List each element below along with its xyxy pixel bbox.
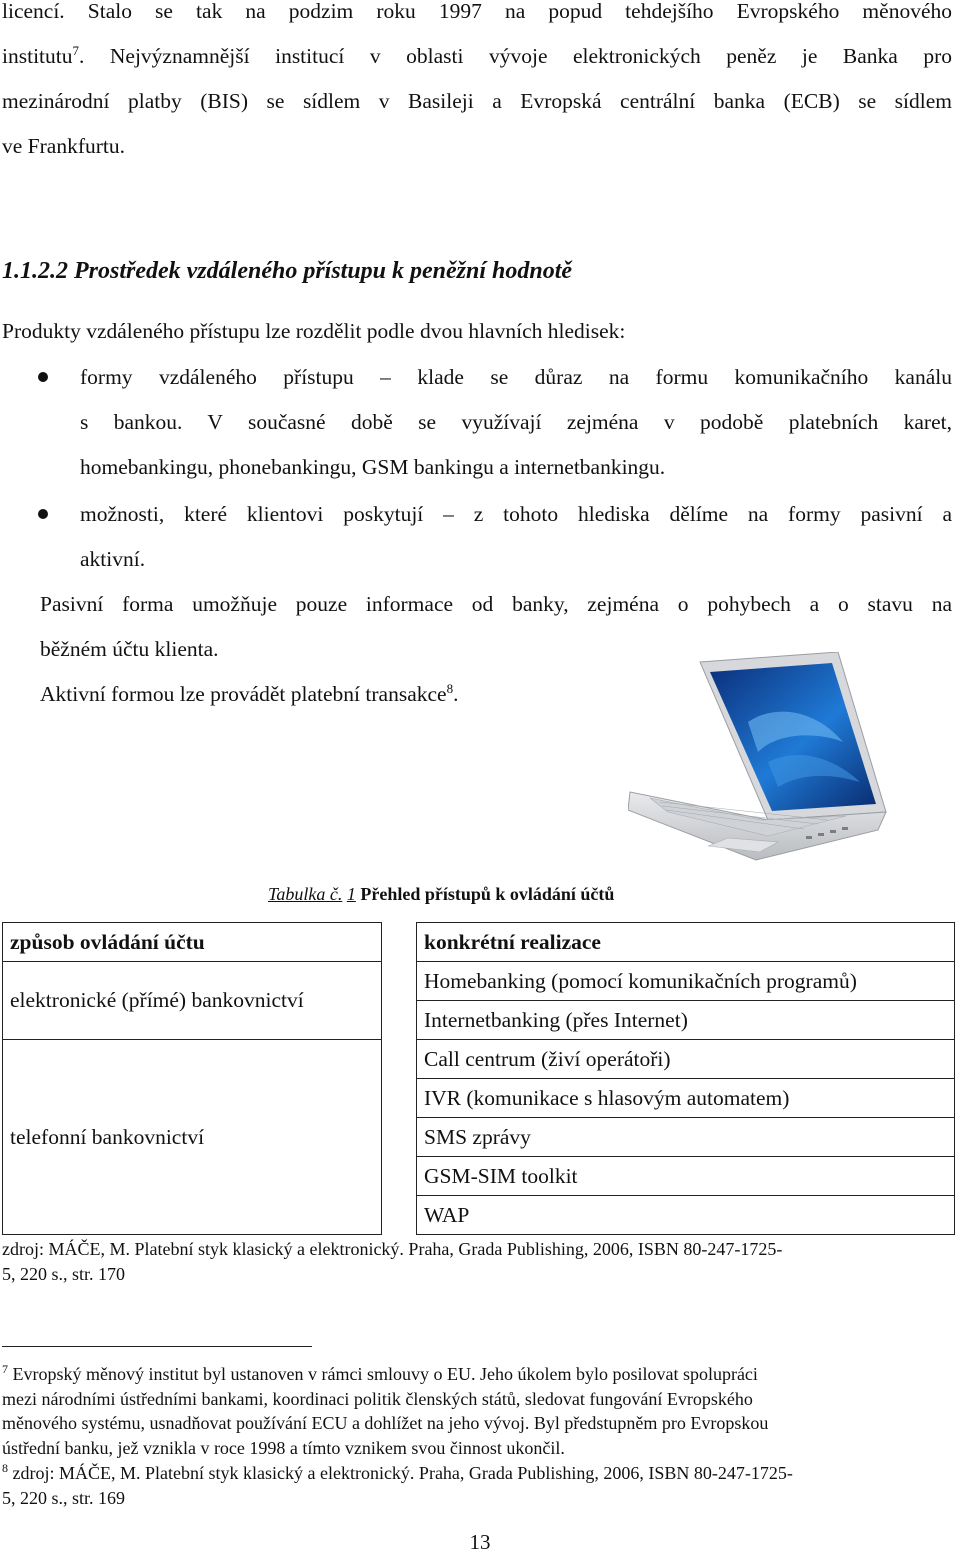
caption-number: 1 <box>346 884 356 904</box>
footnote-separator <box>2 1346 312 1347</box>
footnote-7-line-4: ústřední banku, jež vznikla v roce 1998 a tímto vznikem svou činnost ukončil. <box>2 1438 565 1458</box>
caption-label: Tabulka č. <box>268 884 343 904</box>
footnote-7-line-2: mezi národními ústředními bankami, koordinaci politik členských států, sledovat fungování Evropského <box>2 1389 753 1409</box>
footnote-8-line-2: 5, 220 s., str. 169 <box>2 1488 126 1508</box>
table-header-row <box>3 923 955 962</box>
table-row <box>3 962 955 1001</box>
footnote-8-text-1: zdroj: MÁČE, M. Platební styk klasický a elektronický. Praha, Grada Publishing, 2006, ISBN 80-247-1725- <box>12 1463 793 1483</box>
intro-line-3: mezinárodní platby (BIS) se sídlem v Basileji a Evropská centrální banka (ECB) se sídlem <box>2 89 952 113</box>
bullet-1-line-2: s bankou. V současné době se využívají zejména v podobě platebních karet, <box>80 410 952 434</box>
group-telephone: telefonní bankovnictví <box>3 1040 382 1235</box>
access-methods-table <box>2 922 955 1235</box>
bullet-dot-2 <box>38 509 48 519</box>
realization-item: Internetbanking (přes Internet) <box>417 1001 955 1040</box>
realization-item: Call centrum (živí operátoři) <box>417 1040 955 1079</box>
page-number: 13 <box>469 1530 491 1554</box>
realization-item: SMS zprávy <box>417 1118 955 1157</box>
bullet-1-line-1: formy vzdáleného přístupu – klade se důraz na formu komunikačního kanálu <box>80 365 952 389</box>
footnote-ref-8: 8 <box>446 680 454 696</box>
footnote-7-line-3: měnového systému, usnadňovat používání ECU a dohlížet na jeho vývoj. Byl předstupněm pro Evropskou <box>2 1413 769 1433</box>
intro-line-2-rest: Nejvýznamnější institucí v oblasti vývoje elektronických peněz je Banka pro <box>109 44 953 68</box>
laptop-image <box>628 652 888 862</box>
bullet-2-line-2: aktivní. <box>80 547 146 571</box>
realization-item: WAP <box>417 1196 955 1235</box>
table-source-line-1: zdroj: MÁČE, M. Platební styk klasický a elektronický. Praha, Grada Publishing, 2006, ISBN 80-247-1725- <box>2 1239 783 1259</box>
active-line: Aktivní formou lze provádět platební transakce$^8$. <box>40 680 459 706</box>
bullet-dot-1 <box>38 372 48 382</box>
passive-line-1: Pasivní forma umožňuje pouze informace od banky, zejména o pohybech a o stavu na <box>40 592 952 616</box>
intro-line-1: licencí. Stalo se tak na podzim roku 1997 na popud tehdejšího Evropského měnového <box>2 0 952 23</box>
footnote-7-text-1: Evropský měnový institut byl ustanoven v rámci smlouvy o EU. Jeho úkolem bylo posilovat spolupráci <box>12 1364 758 1384</box>
footnote-7-mark: 7 <box>2 1362 8 1376</box>
realization-item: IVR (komunikace s hlasovým automatem) <box>417 1079 955 1118</box>
header-realization: konkrétní realizace <box>417 923 955 962</box>
bullet-2-line-1: možnosti, které klientovi poskytují – z tohoto hlediska dělíme na formy pasivní a <box>80 502 952 526</box>
bullet-1-line-3: homebankingu, phonebankingu, GSM bankingu a internetbankingu. <box>80 455 666 479</box>
group-electronic: elektronické (přímé) bankovnictví <box>3 962 382 1040</box>
realization-item: Homebanking (pomocí komunikačních programů) <box>417 962 955 1001</box>
table-source-line-2: 5, 220 s., str. 170 <box>2 1264 126 1284</box>
header-method: způsob ovládání účtu <box>3 923 382 962</box>
passive-line-2: běžném účtu klienta. <box>40 637 219 661</box>
footnote-8-mark: 8 <box>2 1461 8 1475</box>
intro-line-4: ve Frankfurtu. <box>2 134 125 158</box>
active-line-text: Aktivní formou lze provádět platební transakce <box>40 682 447 706</box>
intro-line-2: institutu$^7$. Nejvýznamnější institucí v oblasti vývoje elektronických peněz je Banka pro <box>2 42 953 68</box>
section-heading: 1.1.2.2 Prostředek vzdáleného přístupu k peněžní hodnotě <box>2 258 573 284</box>
table-row <box>3 1040 955 1079</box>
table-caption <box>268 884 614 905</box>
footnote-7-line-1 <box>2 1362 952 1387</box>
lead-paragraph: Produkty vzdáleného přístupu lze rozdělit podle dvou hlavních hledisek: <box>2 319 626 343</box>
caption-title: Přehled přístupů k ovládání účtů <box>360 884 615 904</box>
intro-line-2-prefix: institutu <box>2 44 73 68</box>
realization-item: GSM-SIM toolkit <box>417 1157 955 1196</box>
footnote-ref-7: 7 <box>72 42 79 58</box>
footnote-8-line-1 <box>2 1461 952 1486</box>
